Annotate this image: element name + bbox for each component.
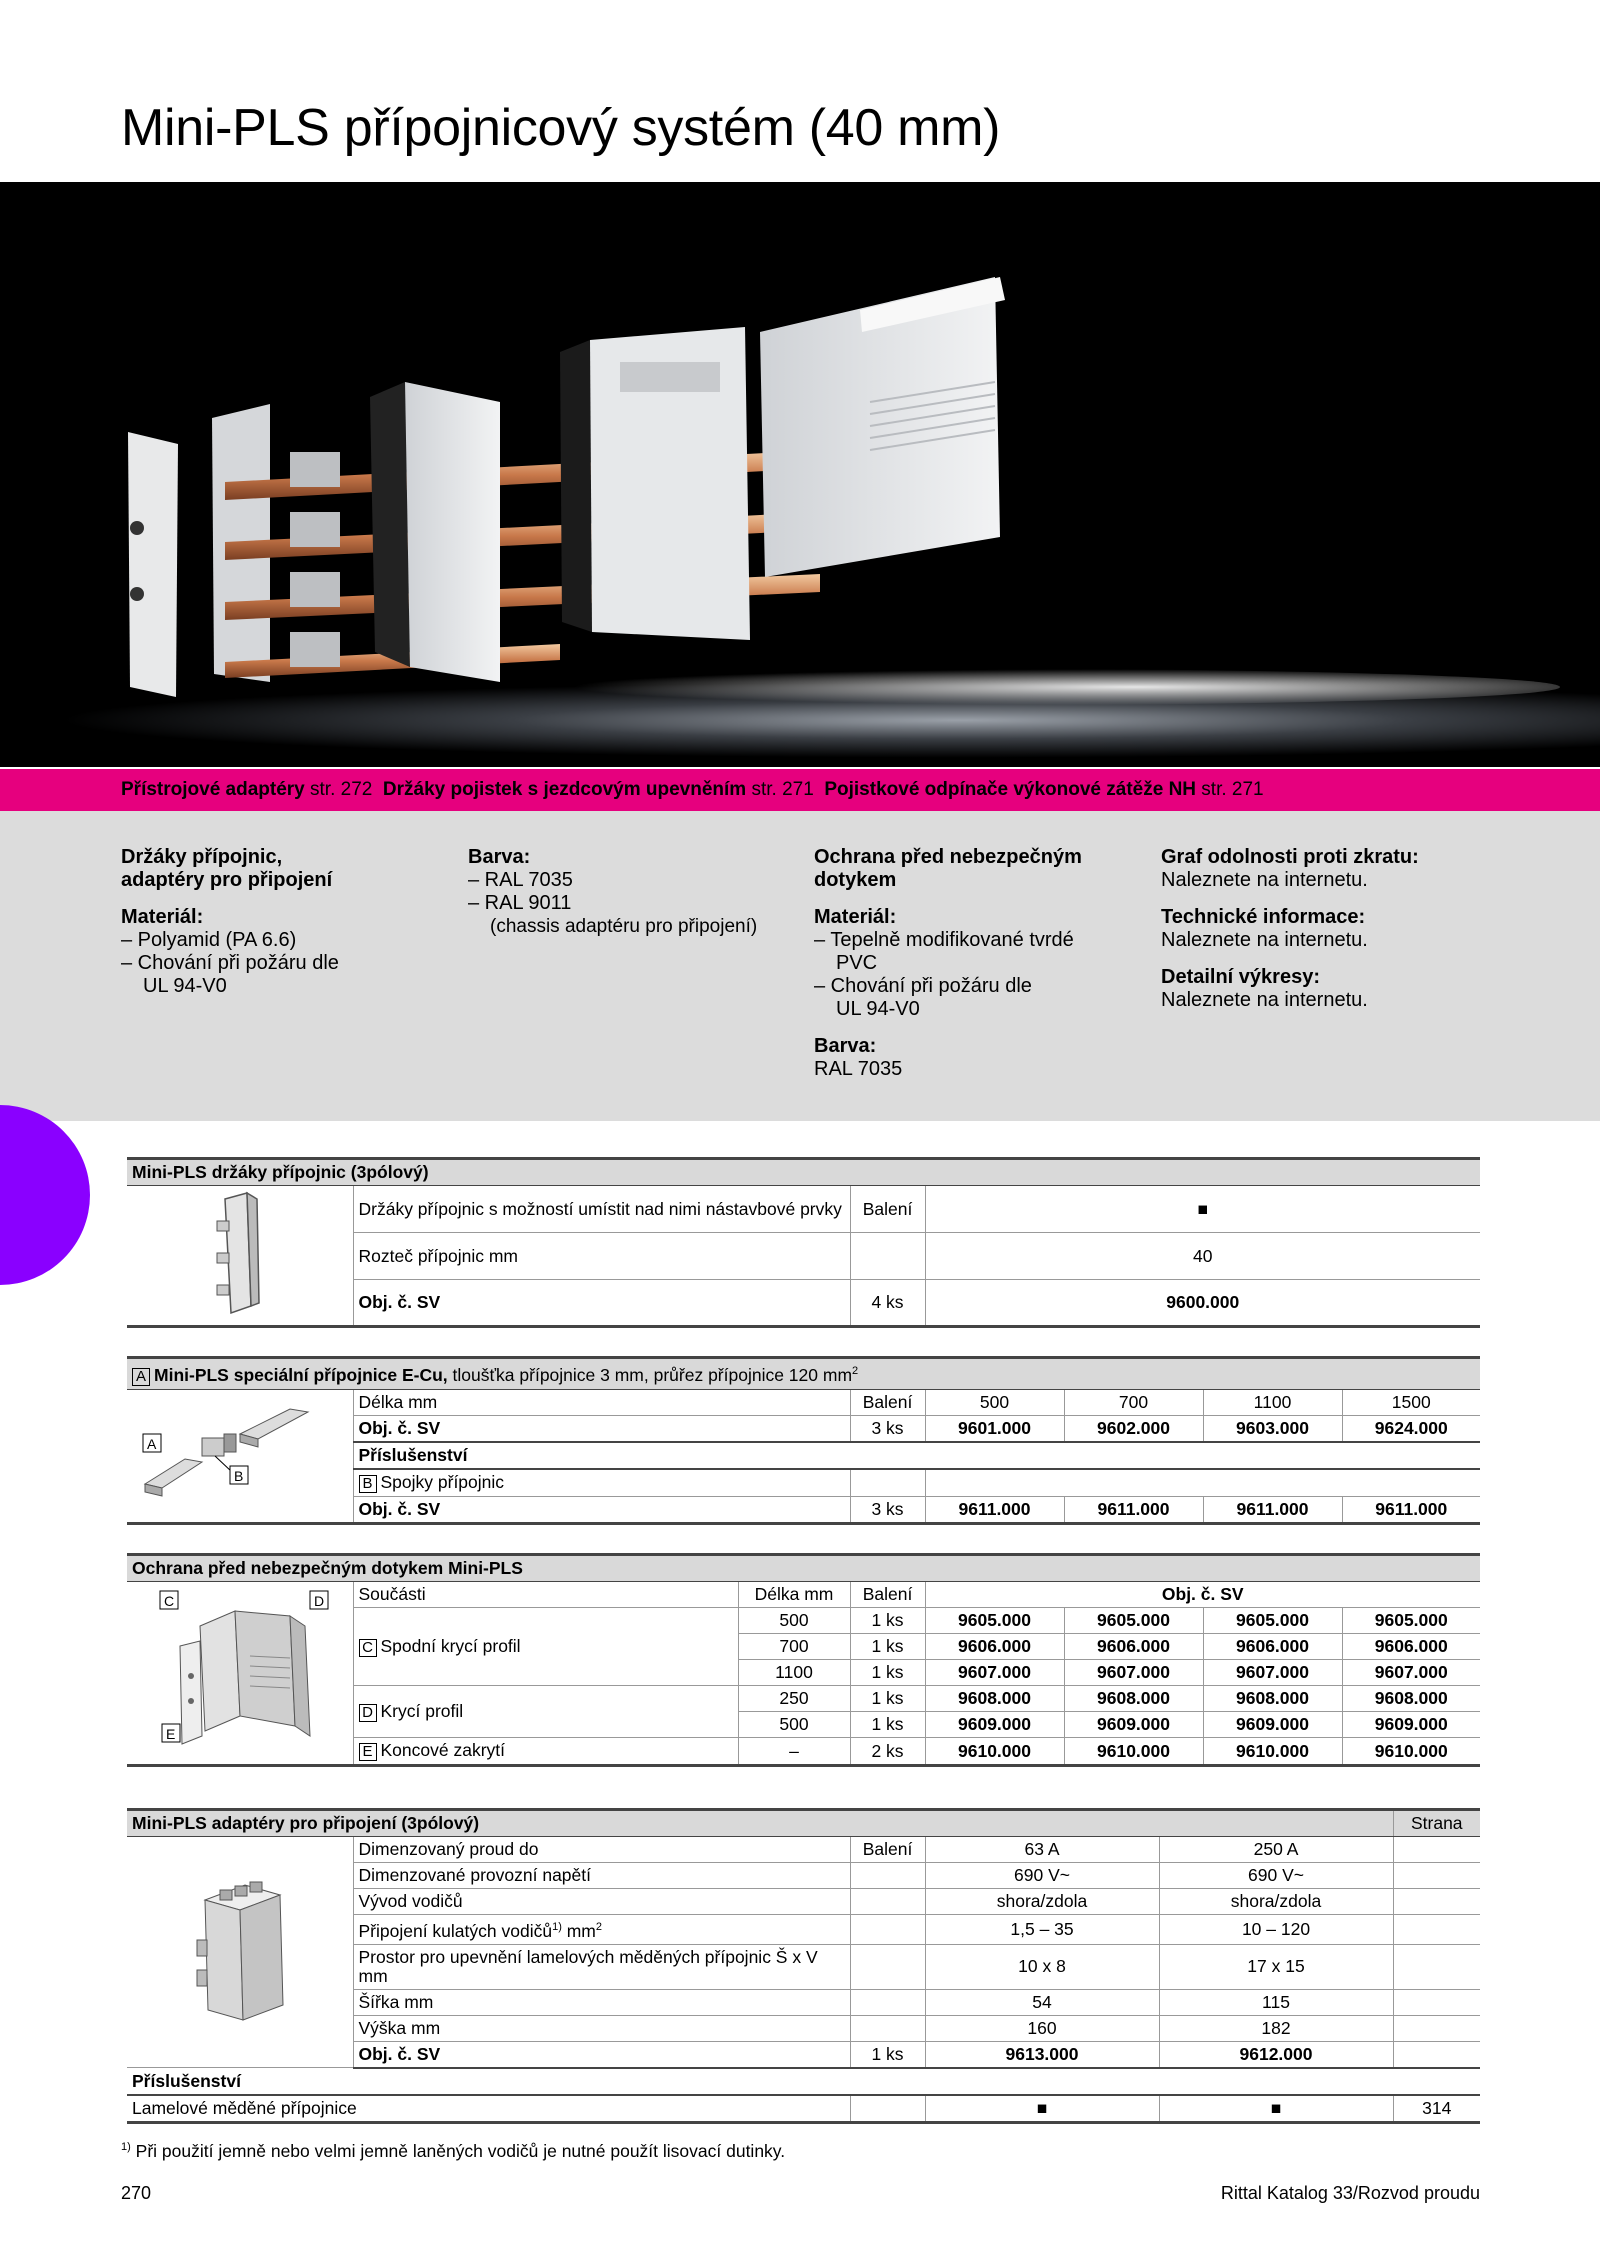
info-col-color: Barva: – RAL 7035 – RAL 9011 (chassis adaptéru pro připojení): [468, 846, 758, 937]
svg-text:C: C: [163, 1593, 174, 1609]
link-fuse-holders[interactable]: Držáky pojistek s jezdcovým upevněním str. 271: [382, 779, 814, 800]
order-number[interactable]: 9609.000: [925, 1712, 1064, 1738]
table-touch-protection: Ochrana před nebezpečným dotykem Mini-PLS C D E Součásti Délka mm Balení Obj. č. SV C Spodní krycí profil 500 1 ks 9605.000 9605.000 9605.000 9605.000 700 1 ks 9606.000 9606.000 9606.000 9606.000 1100 1 ks 9607.000 9607.000 9607.000 9607.000 D Krycí profil 250 1 ks 9608.000 9608.000 9608.000 9608.000 500 1 ks 9609.000 9609.000 9609.000 9609.000 E Koncové zakrytí – 2 ks 9610.000 9610.000 9610.000 9610.000: [127, 1553, 1480, 1767]
catalog-name: Rittal Katalog 33/Rozvod proudu: [1220, 2183, 1480, 2203]
link-technical-info[interactable]: Naleznete na internetu.: [1161, 929, 1368, 951]
busbar-image: [127, 1389, 353, 1523]
accessories-label: Příslušenství: [353, 1442, 1480, 1469]
link-nh-switch-disconnectors[interactable]: Pojistkové odpínače výkonové zátěže NH str. 271: [824, 779, 1264, 800]
related-products-links: [121, 779, 1264, 801]
adapter-drawing: [175, 1870, 305, 2030]
table-busbar-holders: Mini-PLS držáky přípojnic (3pólový) Držáky přípojnic s možností umístit nad nimi nástavbové prvky Balení ■ Rozteč přípojnic mm 40 Obj. č. SV 4 ks 9600.000: [127, 1157, 1480, 1328]
order-number[interactable]: 9606.000: [1064, 1634, 1203, 1660]
table-title: Mini-PLS adaptéry pro připojení (3pólový): [127, 1810, 1393, 1837]
svg-text:A: A: [146, 1435, 157, 1452]
page-number: 270: [121, 2183, 152, 2203]
order-number[interactable]: 9605.000: [1064, 1608, 1203, 1634]
order-number[interactable]: 9601.000: [925, 1415, 1064, 1442]
link-short-circuit-chart[interactable]: Naleznete na internetu.: [1161, 869, 1368, 891]
order-number[interactable]: 9610.000: [1064, 1738, 1203, 1766]
order-number[interactable]: 9607.000: [1342, 1660, 1480, 1686]
order-number[interactable]: 9610.000: [925, 1738, 1064, 1766]
busbar-holder-image: [127, 1186, 353, 1327]
order-number[interactable]: 9609.000: [1064, 1712, 1203, 1738]
order-number[interactable]: 9610.000: [1203, 1738, 1342, 1766]
order-number[interactable]: 9613.000: [925, 2041, 1159, 2068]
info-col-touch-protection: Ochrana před nebezpečným dotykem Materiál: – Tepelně modifikované tvrdé PVC – Chování při požáru dle UL 94-V0 Barva: RAL 7035: [814, 846, 1082, 1080]
order-number[interactable]: 9606.000: [1342, 1634, 1480, 1660]
table-title: Ochrana před nebezpečným dotykem Mini-PLS: [127, 1555, 1480, 1582]
order-number[interactable]: 9624.000: [1342, 1415, 1480, 1442]
order-number[interactable]: 9603.000: [1203, 1415, 1342, 1442]
svg-text:B: B: [233, 1467, 244, 1484]
order-number[interactable]: 9608.000: [1342, 1686, 1480, 1712]
order-number[interactable]: 9605.000: [925, 1608, 1064, 1634]
order-number[interactable]: 9607.000: [1203, 1660, 1342, 1686]
footnote: $^{1)}$ Při použití jemně nebo velmi jemně laněných vodičů je nutné použít lisovací dutinky.: [121, 2141, 786, 2161]
order-number[interactable]: 9605.000: [1203, 1608, 1342, 1634]
order-number[interactable]: 9600.000: [925, 1280, 1480, 1327]
order-number[interactable]: 9607.000: [1064, 1660, 1203, 1686]
product-photo: [0, 182, 1600, 767]
table-title: Mini-PLS držáky přípojnic (3pólový): [127, 1159, 1480, 1186]
order-number[interactable]: 9608.000: [925, 1686, 1064, 1712]
order-number[interactable]: 9611.000: [925, 1496, 1064, 1523]
table-title: A Mini-PLS speciální přípojnice E-Cu, tloušťka přípojnice 3 mm, průřez přípojnice 120 $mm^2$: [127, 1358, 1480, 1390]
page-reference[interactable]: 314: [1393, 2095, 1480, 2123]
chapter-tab-marker: [0, 1105, 90, 1285]
order-number[interactable]: 9608.000: [1064, 1686, 1203, 1712]
order-number[interactable]: 9608.000: [1203, 1686, 1342, 1712]
table-connection-adapters: Mini-PLS adaptéry pro připojení (3pólový) Strana Dimenzovaný proud do Balení 63 A 250 A Dimenzované provozní napětí 690 V~ 690 V~ Vývod vodičů shora/zdola shora/zdola Připojení kulatých vodičů$^{1)}$ $mm^2$ 1,5 – 35 10 – 120 Prostor pro upevnění lamelových měděných přípojnic Š x V mm 10 x 8 17 x 15 Šířka mm 54 115 Výška mm 160 182 Obj. č. SV 1 ks 9613.000 9612.000 Příslušenství Lamelové měděné přípojnice ■ ■ 314: [127, 1808, 1480, 2124]
order-number[interactable]: 9611.000: [1342, 1496, 1480, 1523]
order-number[interactable]: 9609.000: [1342, 1712, 1480, 1738]
order-number[interactable]: 9610.000: [1342, 1738, 1480, 1766]
order-number[interactable]: 9611.000: [1203, 1496, 1342, 1523]
busbar-holder-drawing: [205, 1191, 275, 1316]
order-number[interactable]: 9611.000: [1064, 1496, 1203, 1523]
table-special-busbars: A Mini-PLS speciální přípojnice E-Cu, tloušťka přípojnice 3 mm, průřez přípojnice 120 $mm^2$ A B Délka mm Balení 500 700 1100 1500 Obj. č. SV 3 ks 9601.000 9602.000 9603.000 9624.000 Příslušenství B Spojky přípojnic Obj. č. SV 3 ks 9611.000 9611.000 9611.000 9611.000: [127, 1356, 1480, 1525]
order-number[interactable]: 9612.000: [1159, 2041, 1393, 2068]
cover-profile-drawing: [140, 1586, 340, 1756]
order-number[interactable]: 9606.000: [1203, 1634, 1342, 1660]
link-detail-drawings[interactable]: Naleznete na internetu.: [1161, 989, 1368, 1011]
order-number[interactable]: 9605.000: [1342, 1608, 1480, 1634]
order-number[interactable]: 9609.000: [1203, 1712, 1342, 1738]
page-title: Mini-PLS přípojnicový systém (40 mm): [121, 99, 1001, 157]
svg-text:D: D: [313, 1593, 324, 1609]
accessories-label: Příslušenství: [127, 2068, 1480, 2095]
info-col-material-holders: Držáky přípojnic, adaptéry pro připojení Materiál: – Polyamid (PA 6.6) – Chování při požáru dle UL 94-V0: [121, 846, 339, 997]
t1-label-holders: Držáky přípojnic s možností umístit nad nimi nástavbové prvky: [353, 1186, 850, 1233]
busbar-system-illustration: [0, 182, 1600, 767]
cover-profile-image: [127, 1582, 353, 1766]
busbar-connector-drawing: [140, 1404, 340, 1504]
order-number[interactable]: 9607.000: [925, 1660, 1064, 1686]
link-device-adapters[interactable]: Přístrojové adaptéry str. 272: [121, 779, 373, 800]
order-number[interactable]: 9602.000: [1064, 1415, 1203, 1442]
svg-text:E: E: [165, 1726, 176, 1742]
order-number[interactable]: 9606.000: [925, 1634, 1064, 1660]
adapter-image: [127, 1837, 353, 2068]
info-col-downloads: Graf odolnosti proti zkratu: Naleznete na internetu. Technické informace: Naleznete na internetu. Detailní výkresy: Naleznete na internetu.: [1161, 846, 1491, 1012]
